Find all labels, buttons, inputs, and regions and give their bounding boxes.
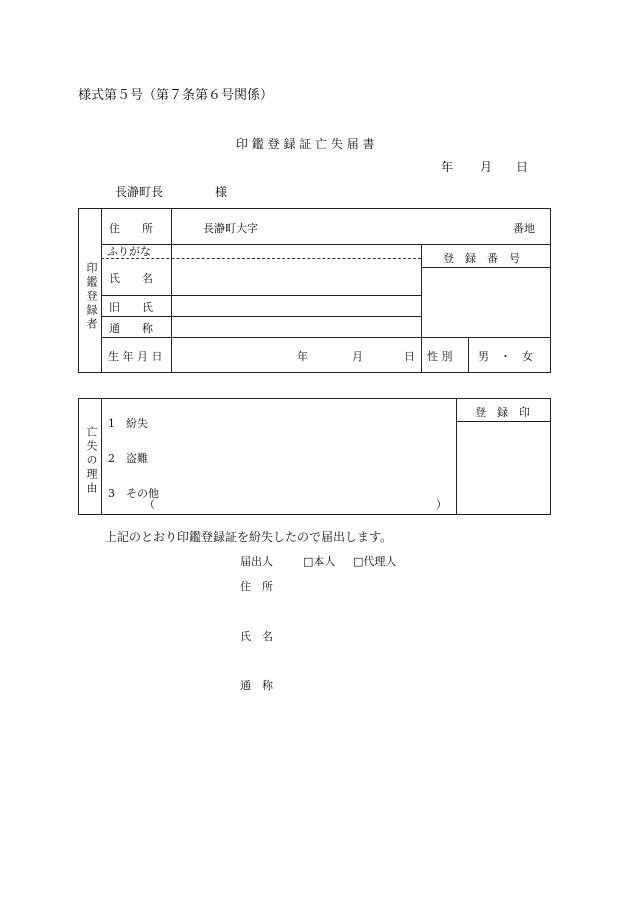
paren-open: （ [144, 498, 155, 511]
addressee-mayor: 長瀞町長 [115, 185, 164, 199]
sex-label: 性 別 [427, 350, 453, 363]
date-month-label: 月 [480, 160, 493, 174]
paren-close: ） [436, 498, 447, 511]
furigana-label: ふりがな [107, 245, 151, 258]
registrant-side-label: 印鑑登録者 [85, 262, 98, 332]
applicant-label: 届出人 [240, 555, 273, 568]
sex-options: 男 ・ 女 [478, 350, 533, 363]
divider [468, 337, 469, 373]
applicant-self-checkbox[interactable]: □本人 [303, 555, 336, 568]
reg-number-label: 登 録 番 号 [443, 252, 520, 265]
seal-label: 登 録 印 [475, 406, 530, 419]
applicant-agent-checkbox[interactable]: □代理人 [353, 555, 397, 568]
divider [101, 295, 421, 296]
statement: 上記のとおり印鑑登録証を紛失したので届出します。 [105, 530, 393, 544]
applicant-address-label: 住 所 [240, 580, 273, 593]
applicant-alias-label: 通 称 [240, 679, 273, 692]
divider [101, 244, 551, 245]
date-year-label: 年 [441, 160, 454, 174]
divider [456, 398, 457, 515]
divider [101, 316, 421, 317]
divider [421, 244, 422, 373]
divider [171, 208, 172, 373]
birth-label: 生 年 月 日 [108, 350, 163, 363]
reason-1: 1 紛失 [108, 417, 148, 430]
birth-month: 月 [352, 350, 363, 363]
applicant-name-label: 氏 名 [240, 630, 273, 643]
divider [101, 398, 102, 515]
name-label: 氏 名 [109, 272, 153, 285]
reason-side-label: 亡失の理由 [85, 426, 98, 496]
former-name-label: 旧 氏 [109, 301, 153, 314]
birth-day: 日 [404, 350, 415, 363]
divider [101, 208, 102, 373]
divider [101, 337, 551, 338]
reason-3: 3 その他 [108, 487, 159, 500]
reason-2: 2 盗難 [108, 452, 148, 465]
alias-label: 通 称 [109, 322, 153, 335]
document-title: 印 鑑 登 録 証 亡 失 届 書 [236, 137, 375, 151]
address-suffix: 番地 [513, 222, 535, 235]
birth-year: 年 [297, 350, 308, 363]
date-day-label: 日 [516, 160, 529, 174]
form-number: 様式第５号（第７条第６号関係） [78, 88, 274, 103]
address-value: 長瀞町大字 [203, 222, 258, 235]
divider [456, 421, 551, 422]
address-label: 住 所 [109, 222, 153, 235]
addressee-honorific: 様 [215, 185, 228, 199]
divider [421, 267, 551, 268]
